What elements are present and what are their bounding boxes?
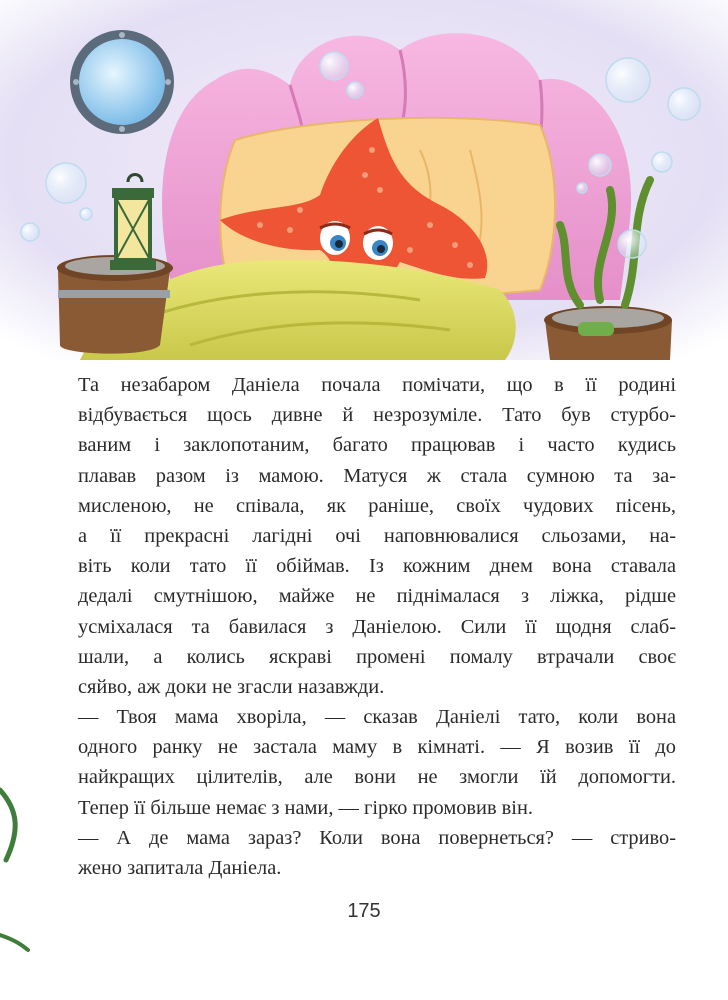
text-line: сяйво, аж доки не згасли назавжди. [78,675,385,698]
text-line: — А де мама зараз? Коли вона повернеться? — стриво- [78,826,676,849]
porthole-icon [70,30,174,134]
text-line: найкращих цілителів, але вони не змогли їй допомогти. [78,766,676,789]
text-line: ваним і заклопотаним, багато працював і часто кудись [78,434,676,457]
leaf-decoration [0,770,30,970]
text-line: одного ранку не застала маму в кімнаті. — Я возив її до [78,736,676,759]
page-number: 175 [347,900,381,922]
text-line: шали, а колись яскраві промені помалу втрачали своє [78,645,676,668]
paragraph [78,370,676,702]
text-line: Та незабаром Даніела почала помічати, що в її родині [78,374,676,396]
text-line: відбувається щось дивне й незрозуміле. Тато був стурбо- [78,404,676,427]
bedroom-illustration [0,0,728,360]
text-line: Тепер її більше немає з нами, — гірко промовив він. [78,796,533,819]
text-line: дедалі смутнішою, майже не піднімалася з ліжка, рідше [78,585,676,608]
lantern-icon [110,175,156,271]
paragraph [78,702,676,823]
text-line: віть коли тато її обіймав. Із кожним днем вона ставала [78,555,676,578]
text-line: плавав разом із мамою. Матуся ж стала сумною та за- [78,464,676,487]
text-line: жено запитала Даніела. [78,857,282,879]
text-line: усміхалася та бавилася з Даніелою. Сили її щодня слаб- [78,615,676,638]
text-line: а її прекрасні лагідні очі наповнювалися сльозами, на- [78,524,676,547]
paragraph [78,823,676,883]
barrel-table-icon [544,306,672,360]
text-line: — Твоя мама хворіла, — сказав Даніелі тато, коли вона [78,706,676,729]
text-line: мисленою, не співала, як раніше, своїх чудових пісень, [78,494,676,517]
story-text [78,370,676,883]
